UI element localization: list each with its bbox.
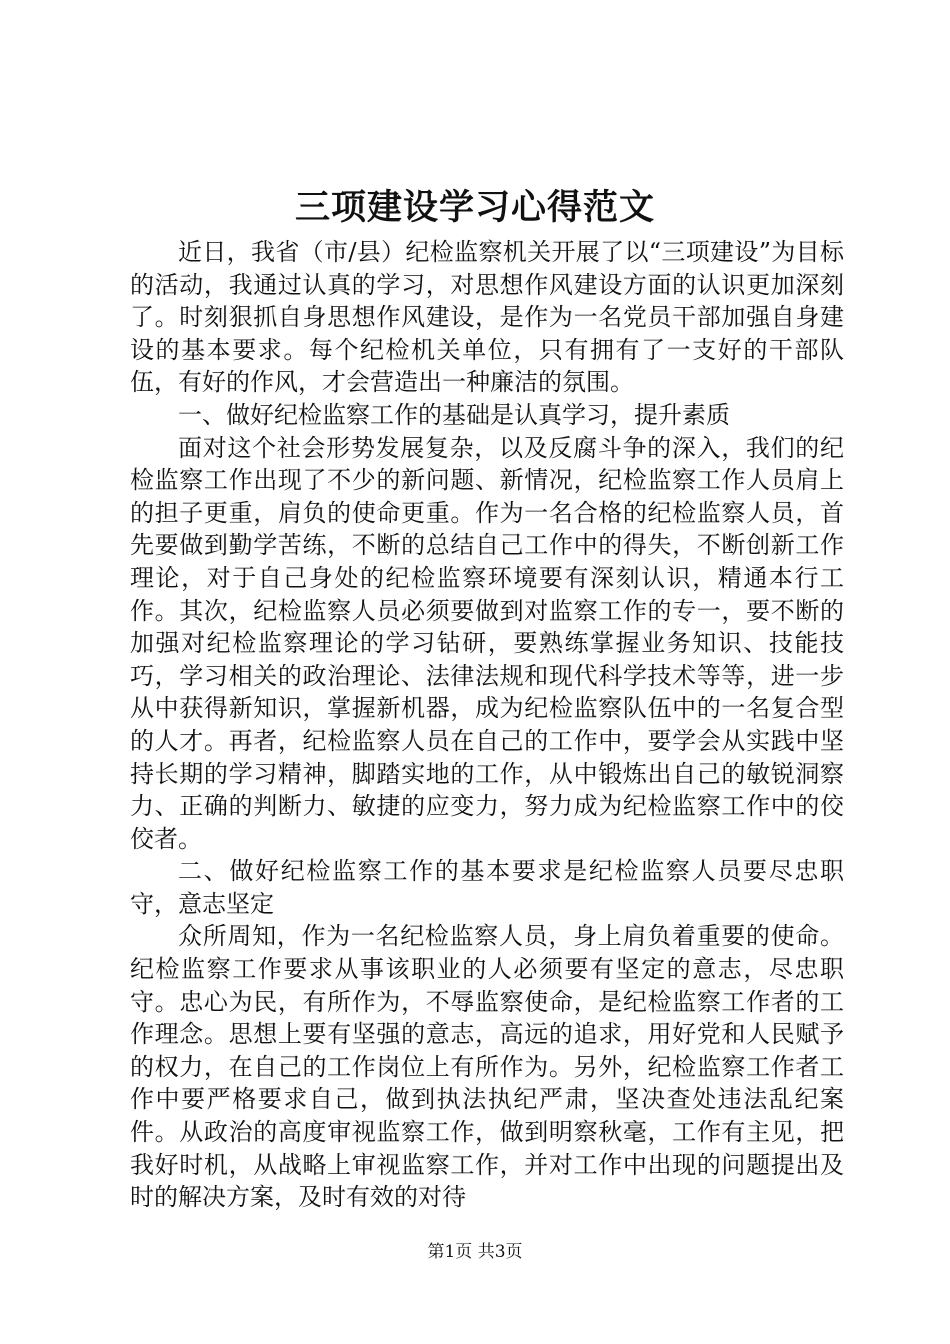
section-heading-2: 二、做好纪检监察工作的基本要求是纪检监察人员要尽忠职守，意志坚定: [130, 857, 844, 918]
page-footer: 第1页 共3页: [427, 1242, 523, 1262]
document-title: 三项建设学习心得范文: [294, 187, 655, 228]
paragraph-section-1: 面对这个社会形势发展复杂，以及反腐斗争的深入，我们的纪检监察工作出现了不少的新问题、新情况，纪检监察工作人员肩上的担子更重，肩负的使命更重。作为一名合格的纪检监察人员，首先要做到勤学苦练，不断的总结自己工作中的得失，不断创新工作理论，对于自己身处的纪检监察环境要有深刻认识，精通本行工作。其次，纪检监察人员必须要做到对监察工作的专一，要不断的加强对纪检监察理论的学习钻研，要熟练掌握业务知识、技能技巧，学习相关的政治理论、法律法规和现代科学技术等等，进一步从中获得新知识，掌握新机器，成为纪检监察队伍中的一名复合型的人才。再者，纪检监察人员在自己的工作中，要学会从实践中坚持长期的学习精神，脚踏实地的工作，从中锻炼出自己的敏锐洞察力、正确的判断力、敏捷的应变力，努力成为纪检监察工作中的佼佼者。: [130, 433, 844, 853]
paragraph-intro: 近日，我省（市/县）纪检监察机关开展了以“三项建设”为目标的活动，我通过认真的学习，对思想作风建设方面的认识更加深刻了。时刻狠抓自身思想作风建设，是作为一名党员干部加强自身建设的基本要求。每个纪检机关单位，只有拥有了一支好的干部队伍，有好的作风，才会营造出一种廉洁的氛围。: [130, 238, 844, 397]
paragraph-section-2: 众所周知，作为一名纪检监察人员，身上肩负着重要的使命。纪检监察工作要求从事该职业的人必须要有坚定的意志，尽忠职守。忠心为民，有所作为，不辱监察使命，是纪检监察工作者的工作理念。思想上要有坚强的意志，高远的追求，用好党和人民赋予的权力，在自己的工作岗位上有所作为。另外，纪检监察工作者工作中要严格要求自己，做到执法执纪严肃，坚决查处违法乱纪案件。从政治的高度审视监察工作，做到明察秋毫，工作有主见，把我好时机，从战略上审视监察工作，并对工作中出现的问题提出及时的解决方案，及时有效的对待: [130, 922, 844, 1212]
section-heading-1: 一、做好纪检监察工作的基础是认真学习，提升素质: [178, 400, 730, 429]
document-body: [130, 236, 844, 1214]
